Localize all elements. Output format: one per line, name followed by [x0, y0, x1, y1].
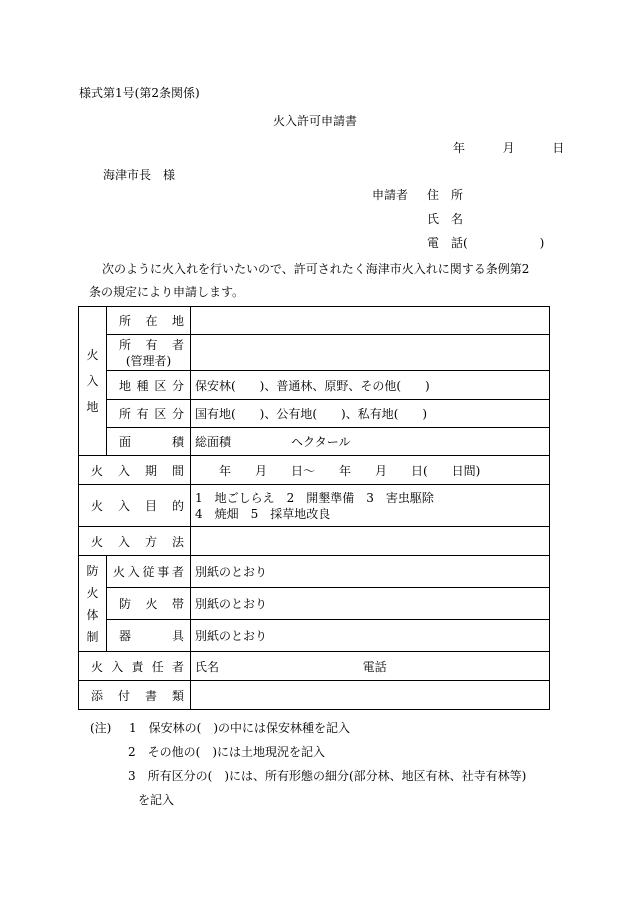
body-text-line1: 次のように火入れを行いたいので、許可されたく海津市火入れに関する条例第2 — [102, 262, 530, 276]
form-number: 様式第1号(第2条関係) — [79, 86, 200, 100]
location-label: 所在地 — [107, 307, 191, 335]
addressee: 海津市長 様 — [103, 168, 176, 182]
purpose-options-line2: 4 焼畑 5 採草地改良 — [195, 506, 331, 521]
notes-prefix: (注) — [90, 721, 112, 735]
responsible-name-label: 氏名 — [195, 659, 220, 674]
table-row — [79, 456, 550, 485]
owner-field[interactable] — [191, 335, 550, 371]
table-row — [79, 556, 550, 588]
attachments-field[interactable] — [191, 681, 550, 710]
responsible-field[interactable] — [191, 652, 550, 681]
purpose-label: 火入目的 — [79, 485, 191, 527]
area-field[interactable]: 総面積 ヘクタール — [191, 428, 550, 456]
applicant-label: 申請者 — [372, 188, 409, 202]
ownership-type-label: 所有区分 — [107, 400, 191, 428]
purpose-options-line1: 1 地ごしらえ 2 開墾準備 3 害虫駆除 — [195, 490, 434, 505]
note-item: 2 その他の( )には土地現況を記入 — [128, 745, 325, 759]
land-group-label: 火 入 地 — [79, 307, 107, 456]
table-row — [79, 307, 550, 335]
owner-label-cell — [107, 335, 191, 371]
land-type-field[interactable]: 保安林( )、普通林、原野、その他( ) — [191, 371, 550, 400]
note-item: 3 所有区分の( )には、所有形態の細分(部分林、地区有林、社寺有林等) — [128, 769, 527, 783]
table-row — [79, 620, 550, 652]
firebreak-field[interactable]: 別紙のとおり — [191, 588, 550, 620]
table-row — [79, 527, 550, 556]
responsible-label: 火入責任者 — [79, 652, 191, 681]
workers-field[interactable]: 別紙のとおり — [191, 556, 550, 588]
table-row — [79, 588, 550, 620]
body-text-line2: 条の規定により申請します。 — [89, 285, 245, 299]
period-label: 火入期間 — [79, 456, 191, 485]
date-line — [453, 139, 564, 156]
location-field[interactable] — [191, 307, 550, 335]
table-row — [79, 652, 550, 681]
purpose-options[interactable] — [191, 485, 550, 527]
workers-label: 火入従事者 — [107, 556, 191, 588]
table-row — [79, 371, 550, 400]
document-title: 火入許可申請書 — [272, 114, 357, 128]
ownership-type-field[interactable]: 国有地( )、公有地( )、私有地( ) — [191, 400, 550, 428]
equipment-label: 器具 — [107, 620, 191, 652]
responsible-phone-label: 電話 — [362, 659, 387, 674]
land-type-label: 地種区分 — [107, 371, 191, 400]
fire-group-label: 防 火 体 制 — [79, 556, 107, 652]
table-row — [79, 335, 550, 371]
note-item: 1 保安林の( )の中には保安林種を記入 — [129, 721, 351, 735]
date-month: 月 — [502, 141, 515, 155]
notes — [90, 716, 526, 812]
note-continuation: を記入 — [138, 793, 175, 807]
table-row — [79, 485, 550, 527]
owner-label: 所有者 — [119, 337, 184, 352]
applicant-name-label: 氏 名 — [427, 212, 464, 226]
owner-sublabel: (管理者) — [125, 353, 172, 368]
date-day: 日 — [552, 141, 565, 155]
area-label: 面積 — [107, 428, 191, 456]
attachments-label: 添付書類 — [79, 681, 191, 710]
table-row — [79, 681, 550, 710]
method-label: 火入方法 — [79, 527, 191, 556]
period-field[interactable]: 年 月 日〜 年 月 日( 日間) — [191, 456, 550, 485]
table-row — [79, 428, 550, 456]
applicant-phone-label: 電 話( ) — [427, 236, 545, 250]
method-field[interactable] — [191, 527, 550, 556]
firebreak-label: 防火帯 — [107, 588, 191, 620]
applicant-address-label: 住 所 — [427, 188, 464, 202]
table-row — [79, 400, 550, 428]
application-table — [78, 306, 550, 710]
equipment-field[interactable]: 別紙のとおり — [191, 620, 550, 652]
date-year: 年 — [453, 141, 466, 155]
